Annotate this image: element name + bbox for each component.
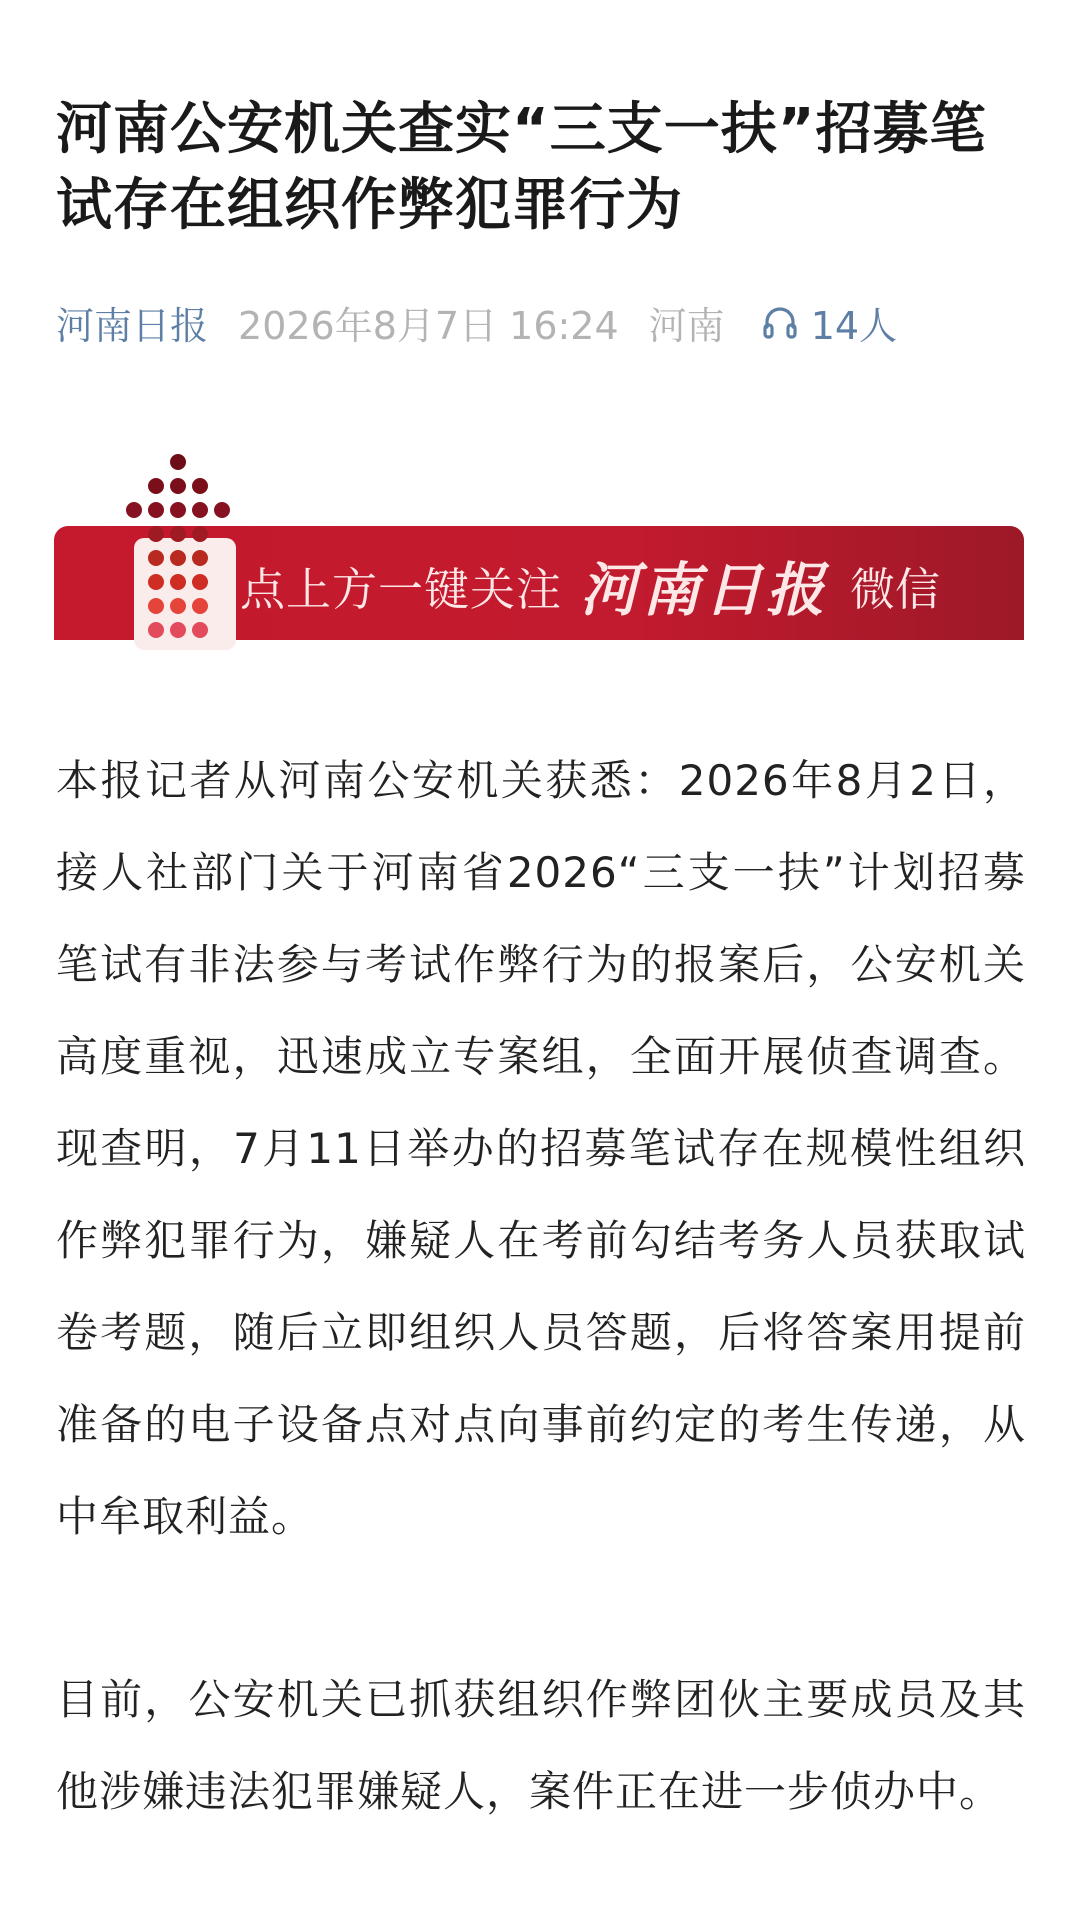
banner-wechat: 微信 bbox=[850, 562, 941, 616]
article-title: 河南公安机关查实“三支一扶”招募笔试存在组织作弊犯罪行为 bbox=[56, 97, 987, 238]
article-paragraph: 本报记者从河南公安机关获悉：2026年8月2日，接人社部门关于河南省2026“三支一扶”计划招募笔试有非法参与考试作弊行为的报案后，公安机关高度重视，迅速成立专案组，全面开展侦查调查。现查明，7月11日举办的招募笔试存在规模性组织作弊犯罪行为，嫌疑人在考前勾结考务人员获取试卷考题，随后立即组织人员答题，后将答案用提前准备的电子设备点对点向事前约定的考生传递，从中牟取利益。 bbox=[56, 756, 1026, 1541]
follow-banner[interactable] bbox=[54, 452, 1024, 642]
article-paragraph: 目前，公安机关已抓获组织作弊团伙主要成员及其他涉嫌违法犯罪嫌疑人，案件正在进一步侦办中。 bbox=[56, 1675, 1026, 1816]
publish-date: 2026年8月7日 16:24 bbox=[238, 303, 619, 348]
banner-follow-text: 点上方一键关注 bbox=[240, 562, 563, 616]
listen-button[interactable] bbox=[761, 295, 897, 350]
source-link[interactable]: 河南日报 bbox=[56, 303, 209, 348]
banner-text bbox=[240, 550, 941, 624]
headphones-icon bbox=[761, 303, 799, 341]
region-label: 河南 bbox=[648, 303, 725, 348]
banner-brand: 河南日报 bbox=[580, 556, 829, 624]
listener-count: 14人 bbox=[810, 303, 898, 348]
arrow-dots-icon bbox=[54, 452, 254, 652]
article-meta bbox=[56, 292, 897, 352]
